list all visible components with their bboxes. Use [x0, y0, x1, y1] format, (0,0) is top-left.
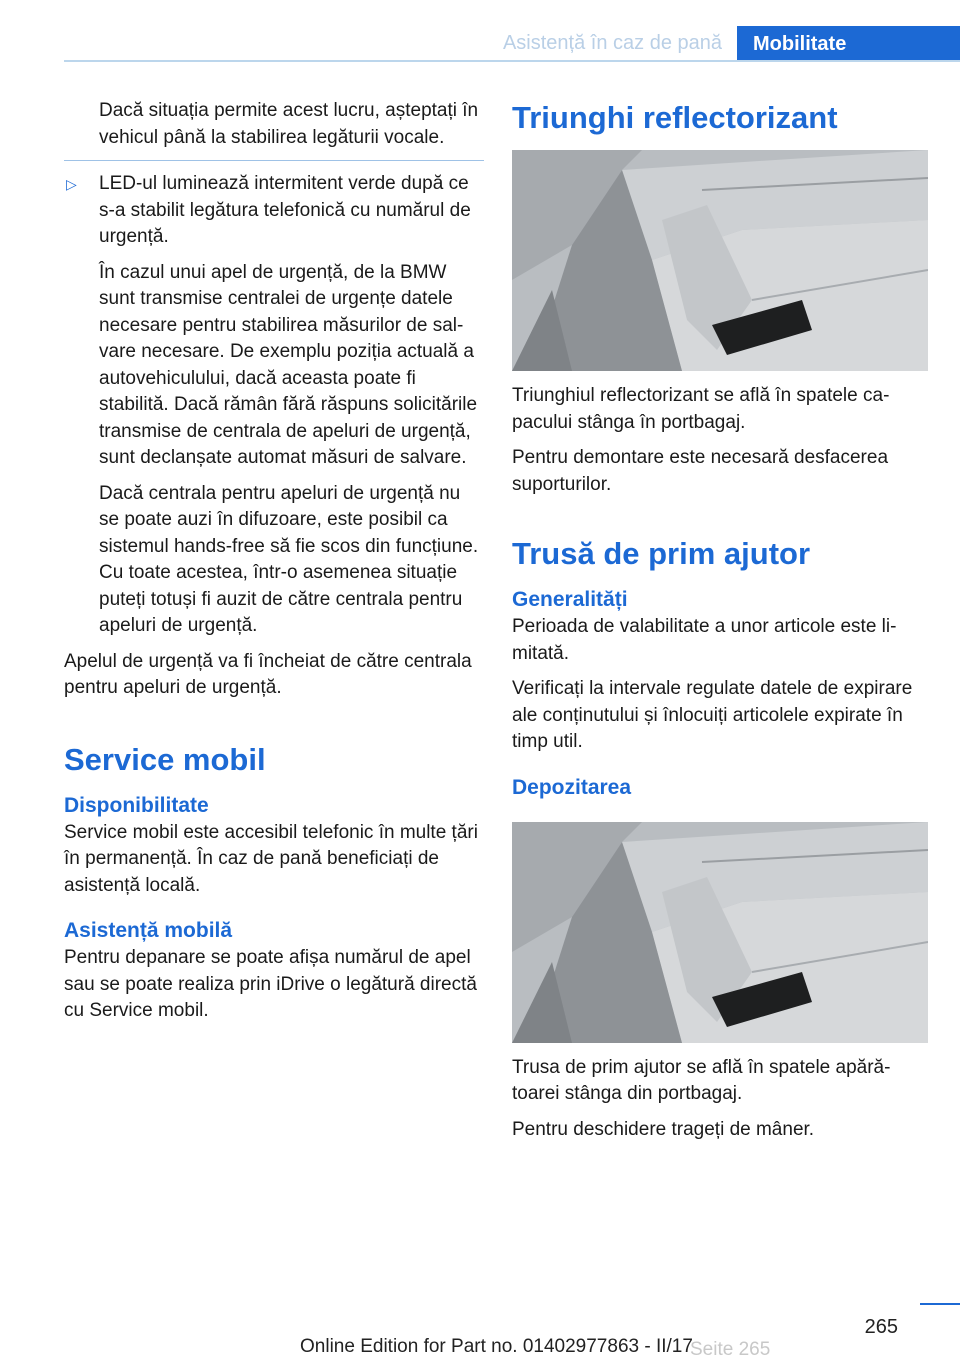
paragraph-disponibilitate: Service mobil este accesibil telefonic în multe țări în permanență. În caz de pană beneficiați de asistență locală. [64, 821, 478, 896]
bullet-divider [64, 160, 484, 161]
paragraph-trusa-location: Trusa de prim ajutor se află în spatele apărătoarei stânga din portbagaj. [512, 1056, 891, 1104]
heading-triunghi-reflectorizant: Triunghi reflectorizant [512, 100, 838, 135]
paragraph-call-end: Apelul de urgență va fi încheiat de către centrala pentru apeluri de urgență. [64, 650, 472, 698]
right-column [512, 98, 928, 1152]
header-divider [64, 60, 960, 62]
bullet-triangle-icon: ▷ [66, 176, 77, 192]
footer-edition: Online Edition for Part no. 01402977863 - II/17 [300, 1336, 693, 1357]
paragraph-valabilitate: Perioada de valabilitate a unor articole este limitată. [512, 616, 897, 664]
watermark: Seite 265 [690, 1339, 771, 1360]
left-column [64, 98, 484, 1034]
trunk-first-aid-image [512, 822, 928, 1043]
paragraph-trusa-open: Pentru deschidere trageți de mâner. [512, 1118, 815, 1140]
paragraph-emergency-data: În cazul unui apel de urgență, de la BMW sunt transmise centralei de urgențe datele necesare pentru stabilirea măsurilor de salvare necesare. De exemplu poziția actuală a autovehiculului, dacă aceasta poate fi stabilită. Dacă rămân fără răspuns solicitările transmise de centrala de apeluri de urgență, sunt declanșate automat măsuri de salvare. [99, 261, 478, 468]
header-section-title: Asistență în caz de pană [502, 32, 722, 54]
paragraph-handsfree: Dacă centrala pentru apeluri de urgență nu se poate auzi în difuzoare, este posibil ca sistemul hands-free să fie scos din funcțiune. Cu toate acestea, într-o asemenea situație puteți totuși fi auzit de către centrala pentru apeluri de urgență. [99, 482, 479, 636]
bullet-item-led [64, 171, 484, 251]
paragraph-wait-in-vehicle: Dacă situația permite acest lucru, așteptați în vehicul până la stabilirea legăturii vocale. [99, 100, 479, 148]
paragraph-triunghi-location: Triunghiul reflectorizant se află în spatele capacului stânga în portbagaj. [512, 385, 890, 433]
page-number: 265 [864, 1316, 898, 1338]
heading-service-mobil: Service mobil [64, 741, 266, 777]
heading-asistenta-mobila: Asistență mobilă [64, 919, 233, 942]
heading-disponibilitate: Disponibilitate [64, 793, 209, 817]
trunk-warning-triangle-image [512, 150, 928, 371]
heading-generalitati: Generalități [512, 588, 628, 611]
footer-divider [920, 1303, 960, 1305]
trunk-illustration [512, 150, 928, 371]
heading-trusa-prim-ajutor: Trusă de prim ajutor [512, 536, 811, 571]
heading-depozitarea: Depozitarea [512, 775, 632, 799]
paragraph-triunghi-removal: Pentru demontare este necesară desfacerea suporturilor. [512, 447, 889, 495]
paragraph-asistenta-mobila: Pentru depanare se poate afișa numărul de apel sau se poate realiza prin iDrive o legătură directă cu Service mobil. [64, 947, 477, 1021]
bullet-text-led: LED-ul luminează intermitent verde după ce s-a stabilit legătura telefonică cu numărul de urgență. [99, 173, 471, 247]
header-chapter-tab[interactable]: Mobilitate [737, 26, 960, 62]
trunk-illustration-2 [512, 822, 928, 1043]
paragraph-verificati: Verificați la intervale regulate datele de expirare ale conținutului și înlocuiți articolele expirate în timp util. [512, 678, 913, 752]
